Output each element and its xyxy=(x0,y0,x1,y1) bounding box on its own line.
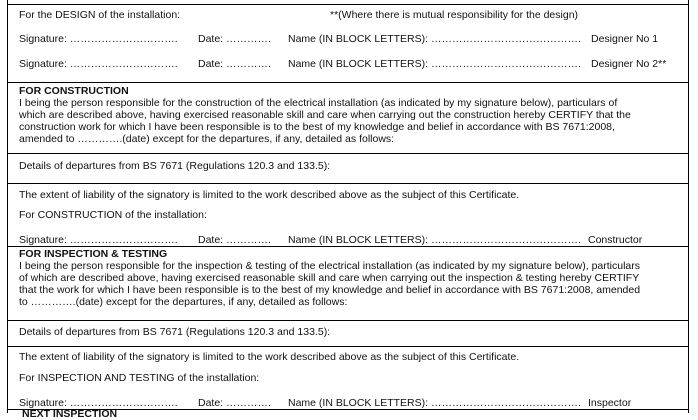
inspection-role: Inspector xyxy=(588,397,632,409)
design-name-1: Name (IN BLOCK LETTERS): ……………………………………. xyxy=(288,33,581,45)
construction-title: FOR CONSTRUCTION xyxy=(19,85,129,97)
construction-date: Date: …………. xyxy=(198,234,271,246)
design-date-1: Date: …………. xyxy=(198,33,271,45)
design-name-2: Name (IN BLOCK LETTERS): ……………………………………. xyxy=(288,58,581,70)
next-inspection-title: NEXT INSPECTION xyxy=(22,408,118,420)
design-heading: For the DESIGN of the installation: xyxy=(19,9,181,21)
inspection-for-label: For INSPECTION AND TESTING of the installation: xyxy=(19,372,260,384)
design-role-2: Designer No 2** xyxy=(591,58,667,70)
rule-design-end xyxy=(7,82,689,83)
construction-signature: Signature: …………………………. xyxy=(19,234,178,246)
inspection-departures: Details of departures from BS 7671 (Regulations 120.3 and 133.5): xyxy=(19,326,331,338)
rule-inspection-departures-end xyxy=(7,346,689,347)
construction-for-label: For CONSTRUCTION of the installation: xyxy=(19,209,207,221)
design-signature-2: Signature: …………………………. xyxy=(19,58,178,70)
inspection-liability: The extent of liability of the signatory is limited to the work described above as the subject of this Certificate. xyxy=(19,351,520,363)
construction-para-line-3: construction work for which I have been responsible is to the best of my knowledge and belief in accordance with BS 7671:2008, xyxy=(19,121,615,133)
construction-liability: The extent of liability of the signatory is limited to the work described above as the subject of this Certificate. xyxy=(19,189,520,201)
rule-top xyxy=(7,4,689,5)
construction-departures: Details of departures from BS 7671 (Regulations 120.3 and 133.5): xyxy=(19,160,331,172)
construction-name: Name (IN BLOCK LETTERS): ……………………………………. xyxy=(288,234,581,246)
design-mutual-note: **(Where there is mutual responsibility for the design) xyxy=(330,9,579,21)
construction-para-line-4: amended to ………….(date) except for the departures, if any, detailed as follows: xyxy=(19,133,395,145)
inspection-para-line-4: to ………….(date) except for the departures, if any, detailed as follows: xyxy=(19,296,348,308)
inspection-date: Date: …………. xyxy=(198,397,271,409)
rule-construction-departures-end xyxy=(7,183,689,184)
design-signature-1: Signature: …………………………. xyxy=(19,33,178,45)
rule-construction-end xyxy=(7,246,689,247)
construction-para-line-1: I being the person responsible for the construction of the electrical installation (as indicated by my signature below), particulars of xyxy=(19,97,618,109)
inspection-name: Name (IN BLOCK LETTERS): ……………………………………. xyxy=(288,397,581,409)
next-inspection-strip xyxy=(8,408,688,420)
inspection-para-line-1: I being the person responsible for the inspection & testing of the electrical installation (as indicated by my signature below), particulars xyxy=(19,260,641,272)
rule-inspection-para-end xyxy=(7,320,689,321)
inspection-para-line-2: of which are described above, having exercised reasonable skill and care when carrying out the inspection & testing hereby CERTIFY xyxy=(19,272,640,284)
construction-role: Constructor xyxy=(588,234,643,246)
inspection-title: FOR INSPECTION & TESTING xyxy=(19,248,168,260)
design-role-1: Designer No 1 xyxy=(591,33,659,45)
design-date-2: Date: …………. xyxy=(198,58,271,70)
rule-construction-para-end xyxy=(7,153,689,154)
construction-para-line-2: which are described above, having exercised reasonable skill and care when carrying out the construction hereby CERTIFY that the xyxy=(19,109,631,121)
inspection-para-line-3: that the work for which I have been responsible is to the best of my knowledge and belief in accordance with BS 7671:2008, amended xyxy=(19,284,641,296)
inspection-signature: Signature: …………………………. xyxy=(19,397,178,409)
